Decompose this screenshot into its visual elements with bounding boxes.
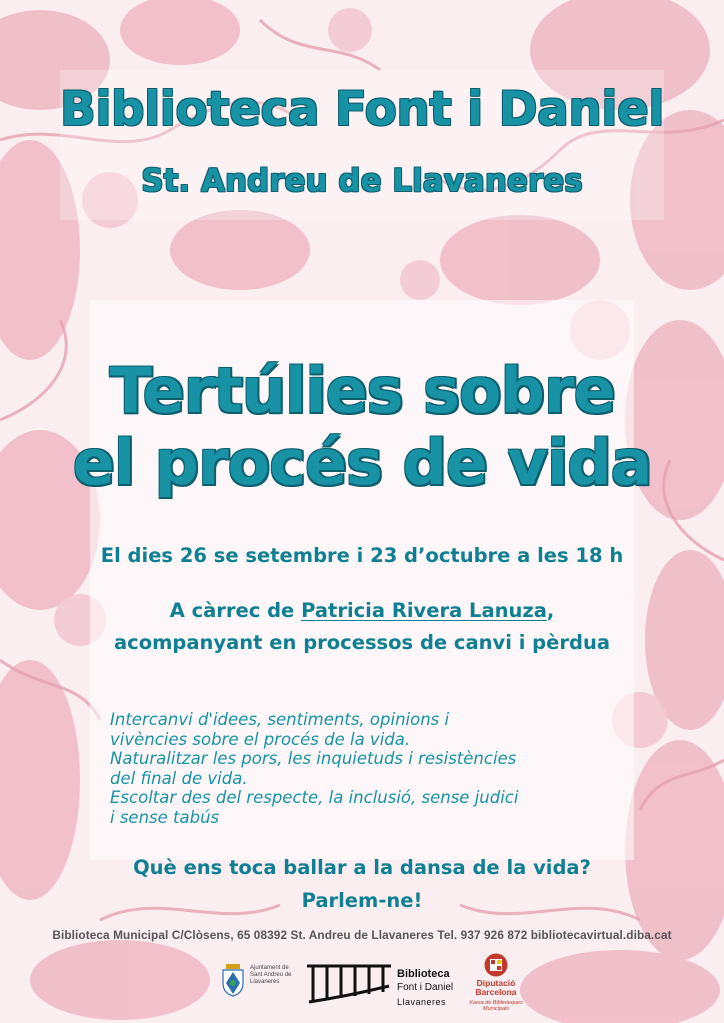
host-name: Patricia Rivera Lanuza — [301, 599, 547, 622]
headline-line-1: Tertúlies sobre — [109, 354, 615, 427]
call-to-action: Parlem-ne! — [301, 889, 423, 912]
library-title: Biblioteca Font i Daniel — [60, 82, 664, 137]
diputacio-name: Diputació Barcelona — [475, 978, 517, 997]
biblioteca-logo-line-3: Llavaneres — [397, 997, 447, 1007]
event-question: Què ens toca ballar a la dansa de la vida? — [133, 856, 591, 879]
host-line-1 — [0, 595, 724, 627]
description-line: i sense tabús — [110, 807, 220, 827]
diputacio-logo — [466, 952, 526, 1022]
diputacio-emblem-icon — [484, 952, 508, 978]
library-address: Biblioteca Municipal C/Clòsens, 65 08392 St. Andreu de Llavaneres Tel. 937 926 872 bibliotecavirtual.diba.cat — [52, 928, 672, 942]
host-prefix: A càrrec de — [169, 599, 302, 622]
description-line: del final de vida. — [110, 768, 248, 788]
description-line: vivències sobre el procés de la vida. — [110, 729, 411, 749]
diputacio-network: Xarxa de Biblioteques Municipals — [469, 1000, 523, 1012]
bookshelf-icon — [305, 958, 393, 1008]
description-line: Naturalitzar les pors, les inquietuds i resistències — [110, 749, 517, 768]
description-line: Intercanvi d'idees, sentiments, opinions i — [110, 710, 450, 729]
event-host — [0, 595, 724, 659]
biblioteca-logo-line-1: Biblioteca — [397, 968, 450, 980]
event-headline — [0, 355, 724, 499]
biblioteca-logo — [305, 958, 455, 1008]
coat-of-arms-icon — [220, 963, 246, 997]
biblioteca-logo-line-2: Font i Daniel — [397, 982, 454, 993]
sponsor-logos — [0, 950, 724, 1020]
description-line: Escoltar des del respecte, la inclusió, sense judici — [110, 788, 519, 807]
event-dates: El dies 26 se setembre i 23 d’octubre a les 18 h — [100, 544, 624, 567]
ajuntament-logo — [220, 963, 300, 997]
ajuntament-name: Ajuntament de Sant Andreu de Llavaneres — [250, 965, 292, 985]
library-location: St. Andreu de Llavaneres — [141, 163, 583, 199]
host-suffix: , — [546, 599, 555, 622]
host-line-2: acompanyant en processos de canvi i pèrdua — [114, 631, 610, 654]
event-description — [110, 710, 630, 827]
headline-line-2: el procés de vida — [72, 426, 652, 499]
